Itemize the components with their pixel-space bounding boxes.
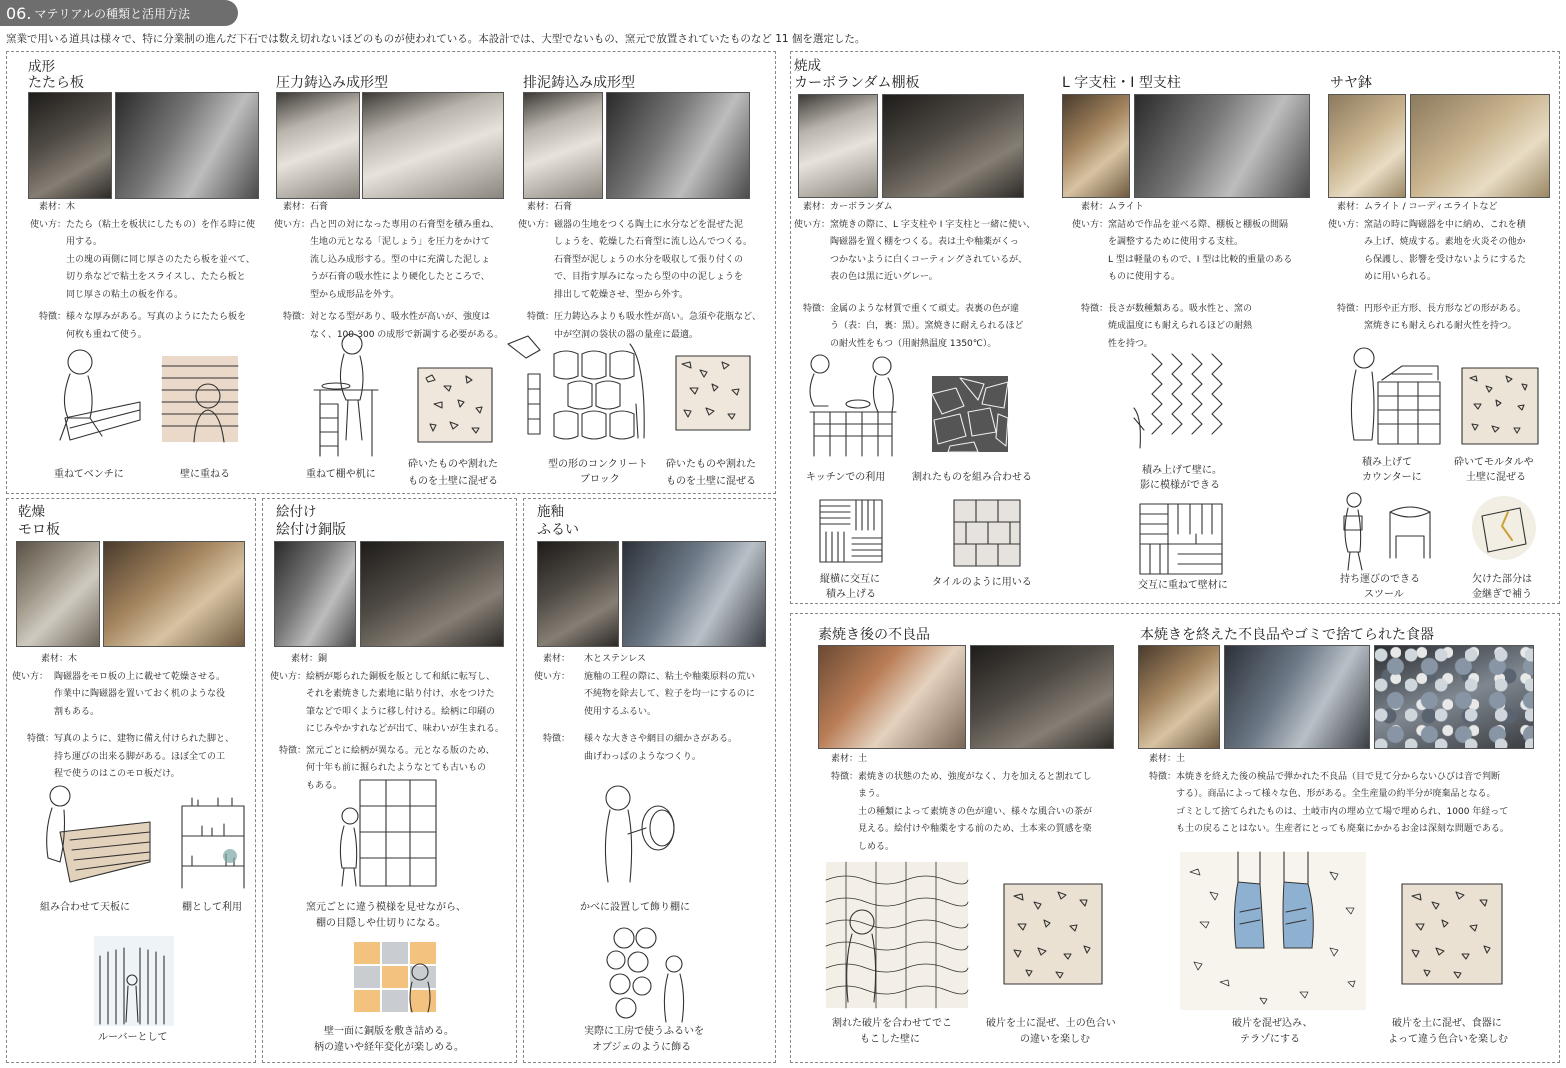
photo-furui-sieve [622,541,766,647]
sketch-concrete-block [506,334,656,442]
section-title: マテリアルの種類と活用方法 [34,6,190,21]
cap-moro-1: 組み合わせて天板に [40,902,130,913]
cap-saya-1: 積み上げて [1362,457,1412,468]
sketch-terrazzo-wall-1 [414,364,496,446]
cap-suyaki-1: 割れた破片を合わせてでこ [832,1018,952,1029]
photo-atsuryoku-molds [362,92,504,199]
sketch-broken-plates [930,374,1010,454]
title-haidei: 排泥鋳込み成形型 [523,75,635,91]
sketch-mortar-wall [1460,366,1540,446]
cap-saya-4: 土壁に混ぜる [1466,472,1526,483]
sketch-soil-tableware [1398,880,1506,988]
cap-atsuryoku-3: ものを土壁に混ぜる [408,476,498,487]
cap-carbo-2: 割れたものを組み合わせる [912,472,1032,483]
photo-haidei-molds [523,92,603,199]
photo-shichu-kiln-shelf [1134,94,1310,198]
cap-saya-2: カウンターに [1362,472,1422,483]
cap-carbo-5: タイルのように用いる [932,577,1032,588]
photo-saya-boxes [1410,94,1550,198]
heading-kanso: 乾燥 [18,504,45,520]
photo-doban-plate [274,541,356,647]
title-saya: サヤ鉢 [1330,75,1372,91]
heading-etsuke: 絵付け [276,504,317,520]
title-moro: モロ板 [18,522,60,538]
cap-moro-3: ルーバーとして [98,1032,168,1043]
cap-doban-4: 柄の違いや経年変化が楽しめる。 [314,1042,464,1053]
title-suyaki: 素焼き後の不良品 [818,627,930,643]
section-title-pill [0,0,238,26]
photo-tatara-stack [28,92,112,199]
title-honyaki: 本焼きを終えた不良品やゴミで捨てられた食器 [1140,627,1434,643]
cap-atsuryoku-1: 重ねて棚や机に [306,469,376,480]
cap-shichu-2: 影に模様ができる [1140,480,1220,491]
photo-carbo-plates [798,94,878,198]
desc-suyaki: 素材： 土 特徴： 素焼きの状態のため、強度がなく、力を加えると割れてし まう。 土の種類によって素焼きの色が違い、様々な風合いの茶が 見える。絵付けや釉薬をする前のため、土本来の質感を楽 しめる。 [830,754,1093,852]
photo-honyaki-crates [1138,645,1220,749]
photo-haidei-work [606,92,750,199]
heading-seyu: 施釉 [537,504,564,520]
desc-saya: 素材： ムライト / コーディエライトなど 使い方： 窯詰の時に陶磁器を中に納め、これを積 み上げ、焼成する。素地を火炎その他か ら保護し、影響を受けないようにするた めに用いられる。 特徴： 円形や正方形、長方形などの形がある。 窯焼きにも耐えられる耐火性を持つ。 [1327,202,1527,331]
sketch-soil-wall [1000,880,1106,988]
sketch-tiles [952,498,1022,568]
cap-tatara-2: 壁に重ねる [180,469,230,480]
cap-furui-3: オブジェのように飾る [592,1042,692,1053]
photo-furui-wall [537,541,619,647]
desc-haidei: 素材： 石膏 使い方： 磁器の生地をつくる陶土に水分などを混ぜた泥 しょうを、乾燥した石膏型に流し込んでつくる。 石膏型が泥しょうの水分を吸収して張り付くの で、目指す厚みになったら型の中の泥しょうを 排出して乾燥させ、型から外す。 特徴： 圧力鋳込みよりも吸水性が高い。急須や花瓶など、 中が空洞の袋状の器の量産に最適。 [517,202,762,340]
sketch-bench [40,340,150,450]
sketch-copper-wall [352,940,438,1014]
title-tatara: たたら板 [28,75,84,91]
title-furui: ふるい [537,522,579,538]
heading-seikei: 成形 [28,59,55,75]
photo-moro-drying [103,541,245,647]
desc-tatara: 素材： 木 使い方： たたら（粘土を板状にしたもの）を作る時に使 用する。 土の塊の両側に同じ厚さのたたら板を並べて、 切り糸などで粘土をスライスし、たたら板と 同じ厚さの粘土の板を作る。 特徴： 様々な厚みがある。写真のようにたたら板を 何枚も重ねて使う。 [29,202,256,340]
sketch-terrazzo-floor [1180,852,1366,1010]
cap-suyaki-2: もこした壁に [860,1034,920,1045]
sketch-kintsugi [1468,492,1540,564]
cap-haidei-4: ものを土壁に混ぜる [666,476,756,487]
cap-doban-3: 壁一面に銅版を敷き詰める。 [324,1026,454,1037]
sketch-sieve-objects [606,924,690,1024]
cap-shichu-3: 交互に重ねて壁材に [1138,580,1228,591]
cap-honyaki-4: よって違う色合いを楽しむ [1388,1034,1508,1045]
desc-honyaki: 素材： 土 特徴： 本焼きを終えた後の検品で弾かれた不良品（目で見て分からないひびは音で判断 する）。商品によって様々な色、形がある。全生産量の約半分が廃棄品となる。 ゴミとして捨てられたものは、土岐市内の埋め立て場で埋められ、1000 年経って も土の戻ることはない。生産者にとっても廃棄にかかるお金は深刻な問題である。 [1148,754,1509,834]
cap-suyaki-3: 破片を土に混ぜ、土の色合い [986,1018,1116,1029]
section-number: 06. [6,3,32,23]
desc-carbo: 素材： カーボランダム 使い方： 窯焼きの際に、L 字支柱や I 字支柱と一緒に使い、 陶磁器を置く棚をつくる。表は土や釉薬がくっ つかないように白くコーティングされているが、 表の色は黒に近いグレー。 特徴： 金属のような材質で重くて頑丈。表裏の色が違 う（表：白，裏：黒）。窯焼きに耐えられるほど の耐火性をもつ（用耐熱温度 1350℃）。 [793,202,1036,349]
cap-suyaki-4: の違いを楽しむ [1020,1034,1090,1045]
cap-saya-5: 持ち運びのできる [1340,574,1420,585]
cap-doban-1: 窯元ごとに違う模様を見せながら、 [306,902,466,913]
cap-moro-2: 棚として利用 [182,902,242,913]
sketch-louver [94,936,174,1026]
sketch-sieve-shelf [598,778,698,888]
cap-saya-3: 砕いてモルタルや [1454,457,1534,468]
photo-carbo-shards [882,94,1024,198]
sketch-counter [1342,344,1442,448]
desc-doban: 素材： 銅 使い方： 絵柄が彫られた銅板を版として和紙に転写し、 それを素焼きした素地に貼り付け、水をつけた 筆などで叩くように移し付ける。絵柄に印刷の にじみやかすれなどが出て、味わいが生まれる。 特徴： 窯元ごとに絵柄が異なる。元となる版のため、 何十年も前に掘られたようなとても古いもの もある。 [269,654,504,791]
sketch-kitchen [800,352,906,462]
cap-saya-7: 欠けた部分は [1472,574,1532,585]
cap-furui-1: かべに設置して飾り棚に [580,902,690,913]
photo-saya-stack [1328,94,1406,198]
cap-carbo-1: キッチンでの利用 [806,472,886,483]
cap-doban-2: 棚の目隠しや仕切りになる。 [316,918,446,929]
cap-tatara-1: 重ねてベンチに [54,469,124,480]
photo-tatara-use [115,92,259,199]
title-doban: 絵付け銅版 [276,522,346,538]
sketch-stool [1334,492,1454,572]
cap-saya-6: スツール [1364,589,1404,600]
heading-shosei: 焼成 [794,58,821,74]
desc-furui: 素材： 木とステンレス 使い方： 施釉の工程の際に、粘土や釉薬原料の荒い 不純物を除去して、粒子を均一にするのに 使用するふるい。 特徴： 様々な大きさや網目の細かさがある。 曲げわっぱのようなつくり。 [533,654,756,762]
photo-honyaki-bowls [1224,645,1370,749]
title-shichu: L 字支柱・I 型支柱 [1062,75,1181,91]
cap-carbo-3: 縦横に交互に [820,574,880,585]
photo-shichu-pieces [1062,94,1130,198]
cap-shichu-1: 積み上げて壁に。 [1142,465,1222,476]
sketch-partition-shelf [330,776,440,888]
sketch-shelf [178,796,248,892]
cap-honyaki-3: 破片を土に混ぜ、食器に [1392,1018,1502,1029]
cap-haidei-2: ブロック [580,474,620,485]
cap-haidei-3: 砕いたものや割れた [666,459,756,470]
sketch-shelf-desk [306,330,396,460]
sketch-pillar-wall [1132,348,1232,460]
sketch-wall-stack [160,354,242,444]
cap-honyaki-1: 破片を混ぜ込み、 [1232,1018,1313,1029]
sketch-tabletop [30,782,154,892]
photo-doban-engraved [360,541,504,647]
photo-moro-tables [16,541,100,647]
cap-atsuryoku-2: 砕いたものや割れた [408,459,498,470]
photo-honyaki-landfill [1374,645,1534,749]
title-atsuryoku: 圧力鋳込み成形型 [276,75,388,91]
title-carbo: カーボランダム棚板 [794,75,920,91]
photo-suyaki-crate [970,645,1114,749]
desc-shichu: 素材： ムライト 使い方： 窯詰めで作品を並べる際、棚板と棚板の間隔 を調整するために使用する支柱。 L 型は軽量のもので、I 型は比較的重量のある ものに使用する。 特徴： 長さが数種類ある。吸水性と、窯の 焼成温度にも耐えられるほどの耐熱 性を持つ。 [1071,202,1293,349]
cap-honyaki-2: テラゾにする [1240,1034,1300,1045]
sketch-terrazzo-wall-2 [672,352,754,434]
cap-carbo-4: 積み上げる [826,589,876,600]
intro-text: 窯業で用いる道具は様々で、特に分業制の進んだ下石では数え切れないほどのものが使われている。本設計では、大型でないもの、窯元で放置されていたものなど 11 個を選定した。 [6,33,866,45]
cap-furui-2: 実際に工房で使うふるいを [584,1026,704,1037]
sketch-bumpy-wall [826,862,968,1008]
photo-suyaki-basket [818,645,966,749]
cap-haidei-1: 型の形のコンクリート [548,459,648,470]
cap-saya-8: 金継ぎで補う [1472,589,1532,600]
desc-atsuryoku: 素材： 石膏 使い方： 凸と凹の対になった専用の石膏型を積み重ね、 生地の元となる「泥しょう」を圧力をかけて 流し込み成形する。型の中に充満した泥しょ うが石膏の吸水性により硬化したところで、 型から成形品を外す。 特徴： 対となる型があり、吸水性が高いが、強度は なく、100-300 の成形で新調する必要がある。 [273,202,504,340]
photo-atsuryoku-stack [276,92,360,199]
sketch-brick-pattern [1138,502,1224,576]
desc-moro: 素材： 木 使い方： 陶磁器をモロ板の上に載せて乾燥させる。 作業中に陶磁器を置いておく机のような役 割もある。 特徴： 写真のように、建物に備え付けられた脚と、 持ち運びの出来る脚がある。ほぼ全ての工 程で使うのはこのモロ板だけ。 [11,654,235,779]
sketch-woven-stack [818,498,884,564]
